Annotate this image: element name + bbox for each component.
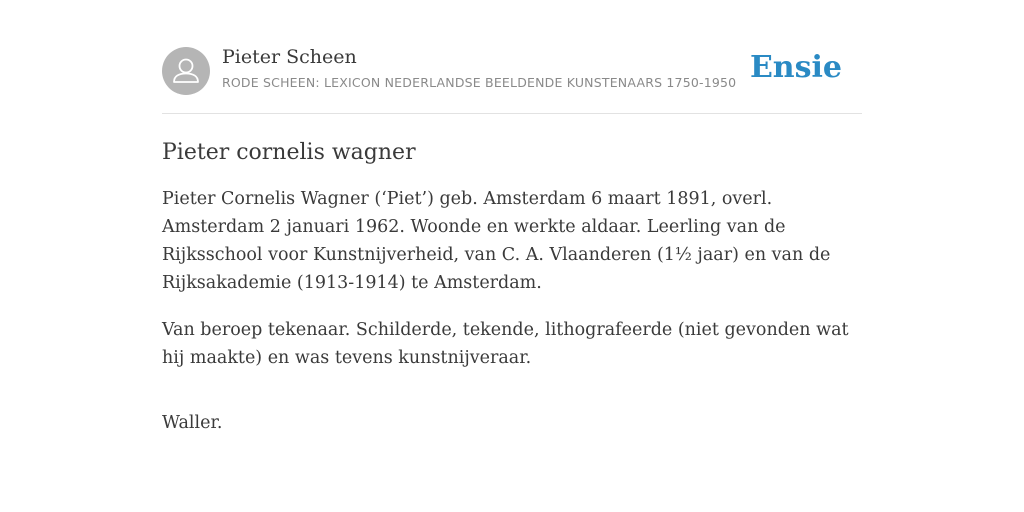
paragraph: Pieter Cornelis Wagner (‘Piet’) geb. Amsterdam 6 maart 1891, overl. Amsterdam 2 januari 1962. Woonde en werkte aldaar. Leerling van de Rijksschool voor Kunstnijverheid, van C. A. Vlaanderen (1½ jaar) en van de Rijksakademie (1913-1914) te Amsterdam. [162,189,831,293]
page-title: Pieter cornelis wagner [162,140,416,165]
ensie-logo[interactable]: Ensie [749,50,842,85]
source-title[interactable]: RODE SCHEEN: LEXICON NEDERLANDSE BEELDENDE KUNSTENAARS 1750-1950 [222,75,737,90]
entry-card [162,40,862,456]
article-body [162,185,862,437]
avatar[interactable] [162,47,210,95]
author-header [162,40,862,114]
user-icon [162,47,210,95]
paragraph: Van beroep tekenaar. Schilderde, tekende, lithografeerde (niet gevonden wat hij maakte) en was tevens kunstnijveraar. [162,320,849,368]
signature: Waller. [162,413,223,433]
author-name[interactable]: Pieter Scheen [222,46,357,68]
